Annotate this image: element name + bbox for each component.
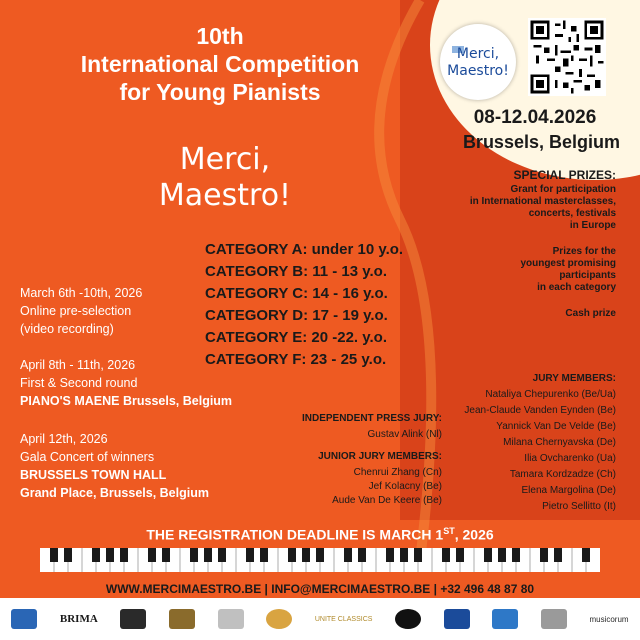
prize-grant-line-1: Grant for participation [510,184,616,195]
brand-line-1: Merci, [179,142,271,177]
junior-jury-member: Aude Van De Keere (Be) [332,495,442,506]
schedule-preselection-title: Online pre-selection [20,304,132,318]
jury-member: Pietro Sellitto (It) [542,501,616,512]
sponsor-logo [11,609,37,629]
event-city: Brussels, Belgium [462,132,620,152]
category-e: CATEGORY E: 20 -22. y.o. [205,329,387,346]
jury-member: Yannick Van De Velde (Be) [496,421,616,432]
title-line-edition: 10th [196,23,244,49]
schedule-rounds-date: April 8th - 11th, 2026 [20,358,136,372]
prize-grant-line-2: in International masterclasses, [469,196,616,207]
prize-youngest-line-3: participants [559,270,616,281]
registration-deadline [0,526,640,543]
schedule-gala-date: April 12th, 2026 [20,432,108,446]
special-prizes-heading: SPECIAL PRIZES: [513,168,616,182]
sponsor-logo-musicorum: musicorum [589,614,629,624]
jury-member: Elena Margolina (De) [521,485,616,496]
sponsor-logo [492,609,518,629]
sponsor-logo [120,609,146,629]
press-jury-member: Gustav Alink (Nl) [367,429,442,440]
schedule-rounds-venue: PIANO'S MAENE Brussels, Belgium [20,394,233,408]
category-b: CATEGORY B: 11 - 13 y.o. [205,263,387,280]
piano-keyboard [40,548,600,572]
event-date: 08-12.04.2026 [473,107,597,128]
deadline-year: , 2026 [454,526,494,543]
title-block [0,22,440,106]
schedule-gala-venue: BRUSSELS TOWN HALL [20,468,167,482]
merci-maestro-logo [440,24,516,100]
logo-line-2: Maestro! [447,63,509,79]
sponsor-logo [218,609,244,629]
sponsor-logo [444,609,470,629]
press-jury-heading: INDEPENDENT PRESS JURY: [301,413,442,424]
jury-member: Ilia Ovcharenko (Ua) [524,453,616,464]
prize-cash: Cash prize [565,308,616,319]
prize-youngest-line-4: in each category [537,282,616,293]
logo-line-1: Merci, [456,46,500,62]
brand-line-2: Maestro! [158,178,292,213]
jury-member: Milana Chernyavska (De) [503,437,616,448]
jury-member: Tamara Kordzadze (Ch) [509,469,616,480]
schedule-gala-title: Gala Concert of winners [20,450,155,464]
category-a: CATEGORY A: under 10 y.o. [205,241,404,258]
schedule-rounds-title: First & Second round [20,376,138,390]
deadline-ordinal: ST [443,526,455,536]
sponsor-bar [0,598,640,640]
prize-grant-line-4: in Europe [569,220,616,231]
qr-code-icon [528,18,606,96]
qr-code[interactable] [528,18,606,96]
contact-info[interactable]: WWW.MERCIMAESTRO.BE | INFO@MERCIMAESTRO.BE | +32 496 48 87 80 [105,582,535,596]
sponsor-logo [266,609,292,629]
category-c: CATEGORY C: 14 - 16 y.o. [205,285,388,302]
schedule-preselection-note: (video recording) [20,322,114,336]
prize-grant-line-3: concerts, festivals [528,208,616,219]
category-f: CATEGORY F: 23 - 25 y.o. [205,351,387,368]
junior-jury-heading: JUNIOR JURY MEMBERS: [318,451,442,462]
title-line-audience: for Young Pianists [119,79,321,105]
jury-heading: JURY MEMBERS: [532,373,616,384]
sponsor-logo [169,609,195,629]
junior-jury-member: Jef Kolacny (Be) [368,481,442,492]
schedule-preselection-date: March 6th -10th, 2026 [20,286,143,300]
schedule-gala-address: Grand Place, Brussels, Belgium [20,486,209,500]
junior-jury-member: Chenrui Zhang (Cn) [353,467,442,478]
sponsor-logo-unite-classics: UNITE CLASSICS [314,615,373,623]
sponsor-logo [395,609,421,629]
piano-keys-icon [40,548,600,572]
brand-title [150,142,300,214]
prize-youngest-line-1: Prizes for the [552,246,616,257]
jury-member: Nataliya Chepurenko (Be/Ua) [485,389,616,400]
sponsor-logo [541,609,567,629]
category-d: CATEGORY D: 17 - 19 y.o. [205,307,388,324]
deadline-text: THE REGISTRATION DEADLINE IS MARCH 1 [146,526,444,543]
jury-member: Jean-Claude Vanden Eynden (Be) [464,405,616,416]
sponsor-logo-brima: BRIMA [59,613,98,625]
title-line-competition: International Competition [80,51,360,77]
prize-youngest-line-2: youngest promising [520,258,616,269]
